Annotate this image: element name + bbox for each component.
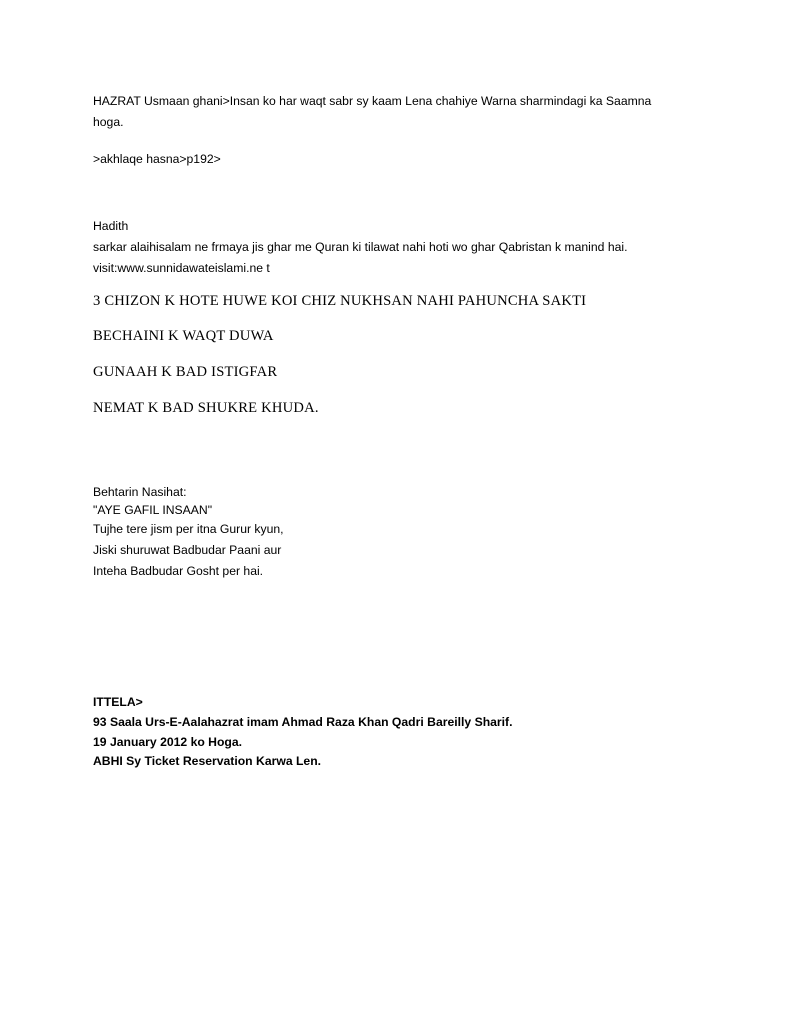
nasihat-line-2: Tujhe tere jism per itna Gurur kyun, [93,522,284,536]
notice-heading: ITTELA> [93,695,143,709]
notice-line-2: 19 January 2012 ko Hoga. [93,735,243,749]
hadith-heading: Hadith [93,219,129,233]
three-things-item-3: NEMAT K BAD SHUKRE KHUDA. [93,400,319,416]
notice-line-3: ABHI Sy Ticket Reservation Karwa Len. [93,754,322,768]
nasihat-line-3: Jiski shuruwat Badbudar Paani aur [93,543,282,557]
hadith-text: sarkar alaihisalam ne frmaya jis ghar me Quran ki tilawat nahi hoti wo ghar Qabristan k manind hai. [93,240,628,254]
quote-line-1: HAZRAT Usmaan ghani>Insan ko har waqt sabr sy kaam Lena chahiye Warna sharmindagi ka Saamna [93,94,652,108]
nasihat-line-4: Inteha Badbudar Gosht per hai. [93,564,264,578]
three-things-item-1: BECHAINI K WAQT DUWA [93,328,274,344]
notice-line-1: 93 Saala Urs-E-Aalahazrat imam Ahmad Raza Khan Qadri Bareilly Sharif. [93,715,513,729]
nasihat-line-1: "AYE GAFIL INSAAN" [93,503,213,517]
nasihat-heading: Behtarin Nasihat: [93,485,187,499]
quote-line-2: hoga. [93,115,124,129]
three-things-item-2: GUNAAH K BAD ISTIGFAR [93,364,278,380]
three-things-heading: 3 CHIZON K HOTE HUWE KOI CHIZ NUKHSAN NAHI PAHUNCHA SAKTI [93,293,587,309]
quote-reference: >akhlaqe hasna>p192> [93,152,221,166]
hadith-source: visit:www.sunnidawateislami.ne t [93,261,270,275]
